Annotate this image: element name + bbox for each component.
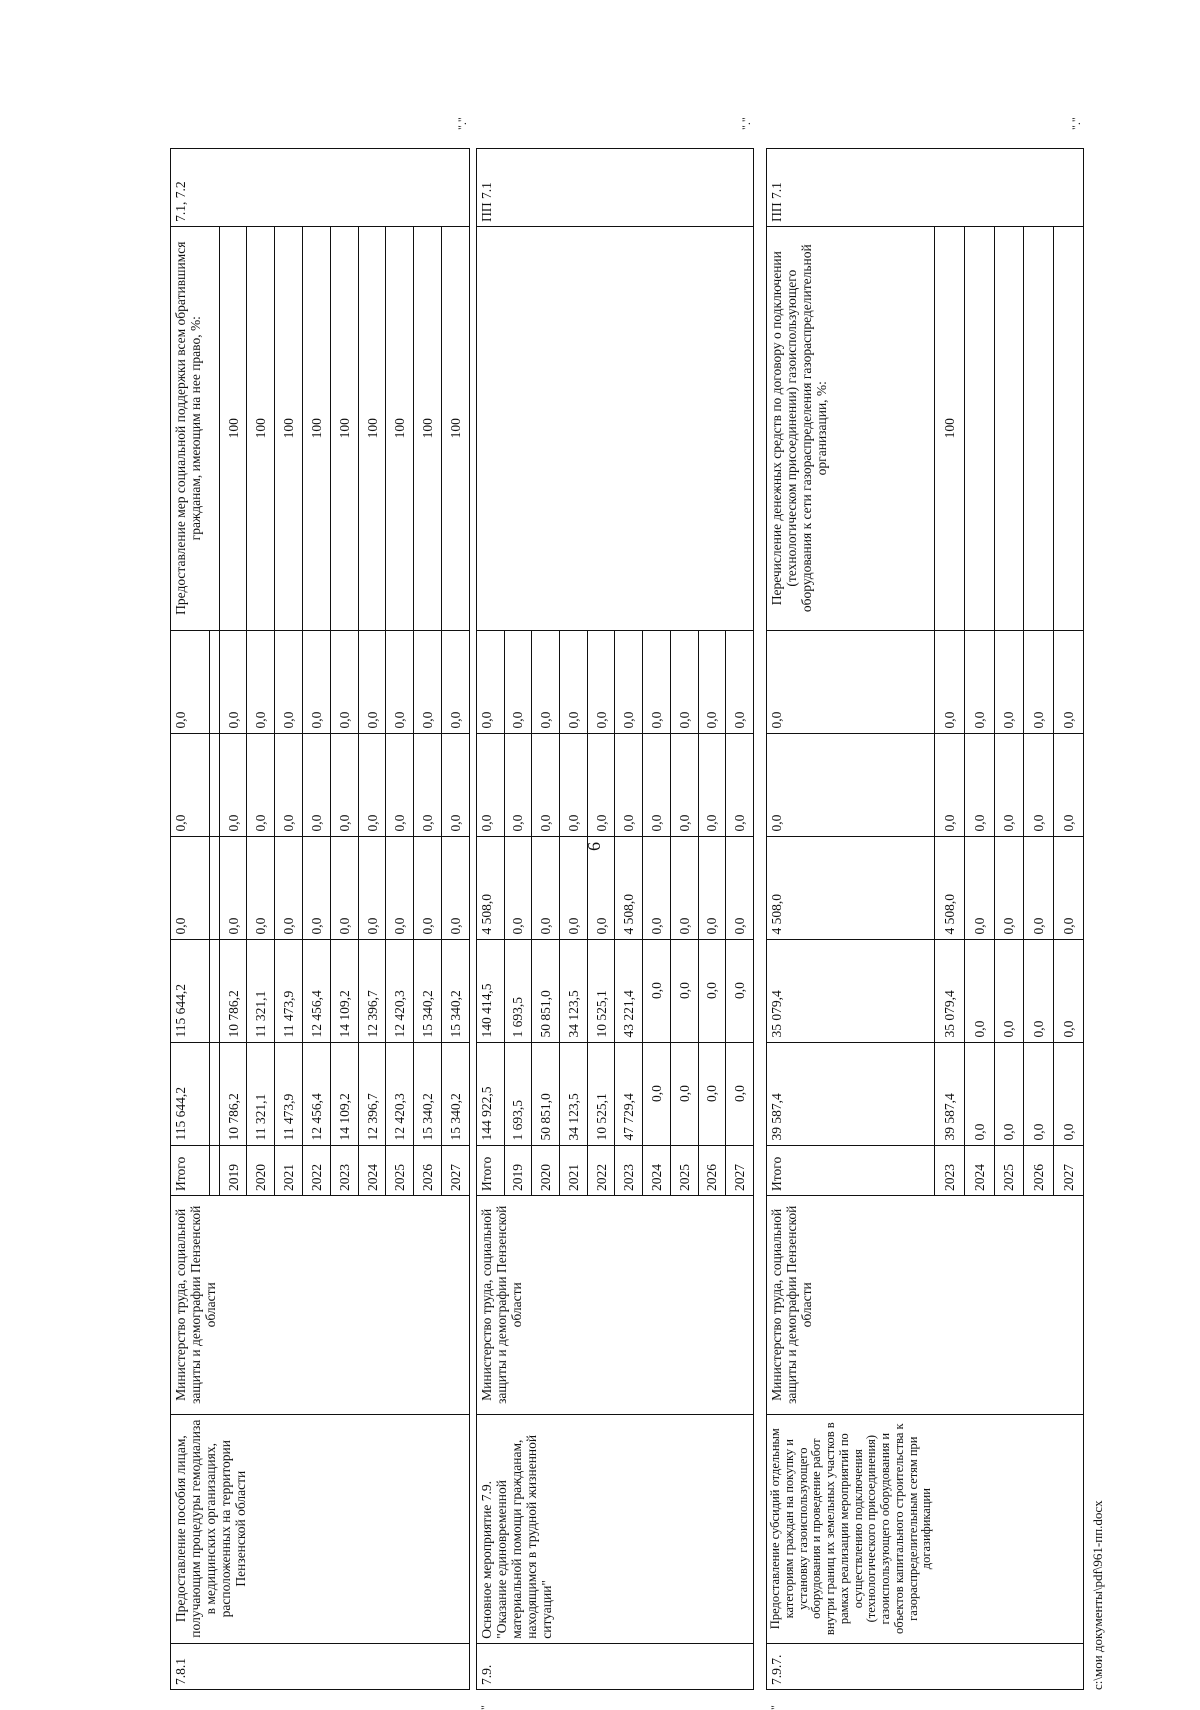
cell-value: 0,0: [532, 836, 560, 939]
cell-value: 0,0: [670, 1042, 698, 1145]
cell-value: 0,0: [726, 733, 754, 836]
cell-value: 0,0: [670, 630, 698, 733]
cell-value: 0,0: [504, 733, 532, 836]
indicator-value: 100: [219, 226, 247, 630]
cell-value: 0,0: [1024, 1042, 1054, 1145]
cell-value: 15 340,2: [442, 1042, 470, 1145]
cell-value: 34 123,5: [560, 939, 588, 1042]
indicator-value: [1054, 226, 1084, 630]
indicator-value: 100: [358, 226, 386, 630]
cell-value: 0,0: [726, 836, 754, 939]
total-v3: 0,0: [171, 836, 210, 939]
cell-value: 0,0: [247, 630, 275, 733]
cell-value: 0,0: [1024, 836, 1054, 939]
cell-value: 0,0: [414, 733, 442, 836]
cell-value: 0,0: [670, 836, 698, 939]
cell-value: 0,0: [414, 630, 442, 733]
cell-value: [210, 733, 220, 836]
cell-value: 50 851,0: [532, 939, 560, 1042]
cell-value: 1 693,5: [504, 939, 532, 1042]
cell-year: 2025: [994, 1145, 1024, 1195]
cell-value: 0,0: [1054, 733, 1084, 836]
cell-value: 0,0: [532, 630, 560, 733]
cell-value: 0,0: [386, 836, 414, 939]
cell-value: 0,0: [442, 733, 470, 836]
cell-value: 0,0: [698, 630, 726, 733]
table-row: [477, 149, 505, 1690]
total-label: Итого: [477, 1145, 505, 1195]
closing-quote-mark: ".": [455, 117, 469, 130]
section-executor: Министерство труда, социальной защиты и демографии Пензенской области: [767, 1195, 1084, 1414]
indicator-value: [994, 226, 1024, 630]
cell-value: 0,0: [698, 836, 726, 939]
cell-value: [210, 630, 220, 733]
table-row: [767, 149, 935, 1690]
total-v5: 0,0: [477, 630, 505, 733]
cell-value: 0,0: [358, 733, 386, 836]
cell-value: 4 508,0: [935, 836, 965, 939]
cell-value: 0,0: [1024, 630, 1054, 733]
cell-year: 2023: [935, 1145, 965, 1195]
cell-value: 35 079,4: [935, 939, 965, 1042]
cell-value: 15 340,2: [442, 939, 470, 1042]
cell-value: 0,0: [504, 630, 532, 733]
cell-year: 2025: [386, 1145, 414, 1195]
cell-value: 0,0: [643, 733, 671, 836]
total-v3: 4 508,0: [477, 836, 505, 939]
section-code: 7.8.1: [171, 1643, 470, 1689]
total-v2: 140 414,5: [477, 939, 505, 1042]
cell-value: 0,0: [964, 1042, 994, 1145]
cell-value: 12 396,7: [358, 1042, 386, 1145]
cell-value: 14 109,2: [330, 1042, 358, 1145]
indicator-value: 100: [386, 226, 414, 630]
closing-quote-mark: ".": [739, 117, 753, 130]
section-name: Основное мероприятие 7.9. "Оказание единовременной материальной помощи гражданам, находящимся в трудной жизненной ситуации": [477, 1414, 754, 1643]
total-label: Итого: [171, 1145, 210, 1195]
cell-year: 2024: [358, 1145, 386, 1195]
cell-value: 0,0: [386, 630, 414, 733]
cell-value: 4 508,0: [615, 836, 643, 939]
total-v1: 144 922,5: [477, 1042, 505, 1145]
cell-value: 0,0: [994, 836, 1024, 939]
cell-value: 0,0: [935, 733, 965, 836]
section-ref: 7.1, 7.2: [171, 149, 470, 227]
cell-value: 0,0: [560, 836, 588, 939]
indicator-value: 100: [935, 226, 965, 630]
cell-year: 2025: [670, 1145, 698, 1195]
cell-value: 0,0: [698, 1042, 726, 1145]
cell-value: 0,0: [275, 836, 303, 939]
cell-value: 1 693,5: [504, 1042, 532, 1145]
table-7-9-7: [766, 148, 1084, 1690]
indicator-value: 100: [247, 226, 275, 630]
section-name: Предоставление пособия лицам, получающим процедуры гемодиализа в медицинских организациях, расположенных на территории Пензенской области: [171, 1414, 470, 1643]
cell-value: 0,0: [442, 836, 470, 939]
cell-year: 2026: [698, 1145, 726, 1195]
cell-value: 0,0: [726, 630, 754, 733]
cell-year: 2027: [1054, 1145, 1084, 1195]
indicator-text: Перечисление денежных средств по договору о подключении (технологическом присоединении) газоиспользующего оборудования к сети газораспределения газораспределительной организации, %:: [767, 226, 935, 630]
closing-quote-mark: ".": [1069, 117, 1083, 130]
cell-value: 0,0: [643, 836, 671, 939]
cell-value: 0,0: [1054, 1042, 1084, 1145]
cell-value: 0,0: [964, 733, 994, 836]
cell-value: 0,0: [698, 733, 726, 836]
cell-value: 0,0: [386, 733, 414, 836]
cell-value: 0,0: [726, 1042, 754, 1145]
cell-value: 0,0: [247, 836, 275, 939]
cell-value: 10 525,1: [587, 1042, 615, 1145]
cell-year: [210, 1145, 220, 1195]
opening-quote-mark: ": [768, 1705, 782, 1710]
total-v4: 0,0: [171, 733, 210, 836]
cell-year: 2020: [532, 1145, 560, 1195]
total-label: Итого: [767, 1145, 935, 1195]
cell-value: 11 473,9: [275, 1042, 303, 1145]
cell-value: 0,0: [219, 733, 247, 836]
cell-year: 2023: [330, 1145, 358, 1195]
cell-value: 0,0: [698, 939, 726, 1042]
cell-value: 0,0: [643, 630, 671, 733]
cell-value: 14 109,2: [330, 939, 358, 1042]
cell-value: 12 420,3: [386, 1042, 414, 1145]
cell-value: 47 729,4: [615, 1042, 643, 1145]
cell-year: 2026: [414, 1145, 442, 1195]
total-v3: 4 508,0: [767, 836, 935, 939]
cell-year: 2027: [726, 1145, 754, 1195]
total-v2: 115 644,2: [171, 939, 210, 1042]
section-7-8-1: [170, 117, 470, 1690]
cell-value: [210, 1042, 220, 1145]
cell-value: [210, 939, 220, 1042]
cell-year: 2020: [247, 1145, 275, 1195]
indicator-value: 100: [330, 226, 358, 630]
cell-value: 0,0: [964, 630, 994, 733]
cell-value: 0,0: [587, 630, 615, 733]
cell-year: 2021: [560, 1145, 588, 1195]
cell-value: 10 525,1: [587, 939, 615, 1042]
cell-value: 0,0: [615, 733, 643, 836]
cell-value: 0,0: [275, 630, 303, 733]
cell-value: 0,0: [994, 939, 1024, 1042]
total-v4: 0,0: [477, 733, 505, 836]
indicator-value: 100: [303, 226, 331, 630]
section-7-9: [476, 117, 754, 1710]
opening-quote-mark: ": [478, 1705, 492, 1710]
total-v2: 35 079,4: [767, 939, 935, 1042]
cell-value: 0,0: [964, 836, 994, 939]
footer-file-path: c:\мои документы\pdf\961-пп.docx: [1090, 1500, 1105, 1690]
cell-value: 0,0: [330, 836, 358, 939]
cell-value: 50 851,0: [532, 1042, 560, 1145]
cell-value: 11 321,1: [247, 1042, 275, 1145]
cell-value: 0,0: [275, 733, 303, 836]
indicator-value: [1024, 226, 1054, 630]
cell-value: 0,0: [587, 733, 615, 836]
cell-value: 12 456,4: [303, 939, 331, 1042]
section-code: 7.9.7.: [767, 1643, 1084, 1689]
cell-year: 2027: [442, 1145, 470, 1195]
cell-value: 0,0: [358, 630, 386, 733]
cell-value: 0,0: [414, 836, 442, 939]
cell-value: 0,0: [994, 630, 1024, 733]
table-7-8-1: [170, 148, 470, 1690]
cell-value: 0,0: [643, 939, 671, 1042]
cell-value: 0,0: [964, 939, 994, 1042]
cell-value: 12 396,7: [358, 939, 386, 1042]
cell-value: 0,0: [442, 630, 470, 733]
cell-value: 15 340,2: [414, 1042, 442, 1145]
total-v4: 0,0: [767, 733, 935, 836]
cell-value: 0,0: [219, 630, 247, 733]
cell-value: 10 786,2: [219, 939, 247, 1042]
landscape-content: [170, 90, 1140, 1710]
cell-value: 11 473,9: [275, 939, 303, 1042]
cell-value: 0,0: [219, 836, 247, 939]
cell-year: 2023: [615, 1145, 643, 1195]
cell-value: 0,0: [994, 733, 1024, 836]
indicator-value: 100: [442, 226, 470, 630]
cell-year: 2024: [643, 1145, 671, 1195]
section-ref: ПП 7.1: [767, 149, 1084, 227]
cell-value: 0,0: [670, 939, 698, 1042]
section-executor: Министерство труда, социальной защиты и демографии Пензенской области: [477, 1195, 754, 1414]
cell-year: 2022: [587, 1145, 615, 1195]
cell-value: 39 587,4: [935, 1042, 965, 1145]
section-7-9-7: [766, 117, 1084, 1710]
cell-value: 0,0: [330, 733, 358, 836]
cell-value: 34 123,5: [560, 1042, 588, 1145]
cell-value: 0,0: [358, 836, 386, 939]
cell-year: 2024: [964, 1145, 994, 1195]
cell-value: 11 321,1: [247, 939, 275, 1042]
cell-value: 0,0: [303, 630, 331, 733]
cell-value: 43 221,4: [615, 939, 643, 1042]
cell-value: 0,0: [670, 733, 698, 836]
cell-value: 15 340,2: [414, 939, 442, 1042]
cell-year: 2026: [1024, 1145, 1054, 1195]
cell-value: 0,0: [587, 836, 615, 939]
cell-value: 0,0: [726, 939, 754, 1042]
page-number: 6: [584, 842, 604, 851]
cell-value: 0,0: [303, 733, 331, 836]
total-v1: 39 587,4: [767, 1042, 935, 1145]
indicator-value: 100: [414, 226, 442, 630]
cell-value: 0,0: [1054, 630, 1084, 733]
cell-value: 0,0: [532, 733, 560, 836]
table-7-9: [476, 148, 754, 1690]
cell-value: 12 420,3: [386, 939, 414, 1042]
cell-value: 0,0: [303, 836, 331, 939]
cell-value: 0,0: [935, 630, 965, 733]
cell-year: 2019: [219, 1145, 247, 1195]
section-executor: Министерство труда, социальной защиты и демографии Пензенской области: [171, 1195, 470, 1414]
cell-year: 2021: [275, 1145, 303, 1195]
cell-value: 0,0: [1054, 836, 1084, 939]
indicator-text: Предоставление мер социальной поддержки всем обратившимся гражданам, имеющим на нее право, %:: [171, 226, 220, 630]
cell-value: [210, 836, 220, 939]
cell-value: 0,0: [560, 733, 588, 836]
total-v5: 0,0: [767, 630, 935, 733]
cell-year: 2022: [303, 1145, 331, 1195]
indicator-value: [964, 226, 994, 630]
section-code: 7.9.: [477, 1643, 754, 1689]
cell-value: 0,0: [560, 630, 588, 733]
cell-value: 12 456,4: [303, 1042, 331, 1145]
indicator-value: 100: [275, 226, 303, 630]
cell-value: 0,0: [247, 733, 275, 836]
indicator-text: [477, 226, 754, 630]
cell-year: 2019: [504, 1145, 532, 1195]
cell-value: 0,0: [330, 630, 358, 733]
cell-value: 0,0: [643, 1042, 671, 1145]
section-name: Предоставление субсидий отдельным категориям граждан на покупку и установку газоиспользующего оборудования и проведение работ внутри границ их земельных участков в рамках реализации мероприятий по осуществлению подключения (технологического присоединения) газоиспользующего оборудования и объектов капитального строительства к газораспределительным сетям при догазификации: [767, 1414, 1084, 1643]
cell-value: 0,0: [615, 630, 643, 733]
cell-value: 0,0: [994, 1042, 1024, 1145]
cell-value: 0,0: [504, 836, 532, 939]
section-ref: ПП 7.1: [477, 149, 754, 227]
cell-value: 0,0: [1024, 733, 1054, 836]
cell-value: 0,0: [1024, 939, 1054, 1042]
table-row: [171, 149, 210, 1690]
total-v5: 0,0: [171, 630, 210, 733]
cell-value: 10 786,2: [219, 1042, 247, 1145]
cell-value: 0,0: [1054, 939, 1084, 1042]
total-v1: 115 644,2: [171, 1042, 210, 1145]
